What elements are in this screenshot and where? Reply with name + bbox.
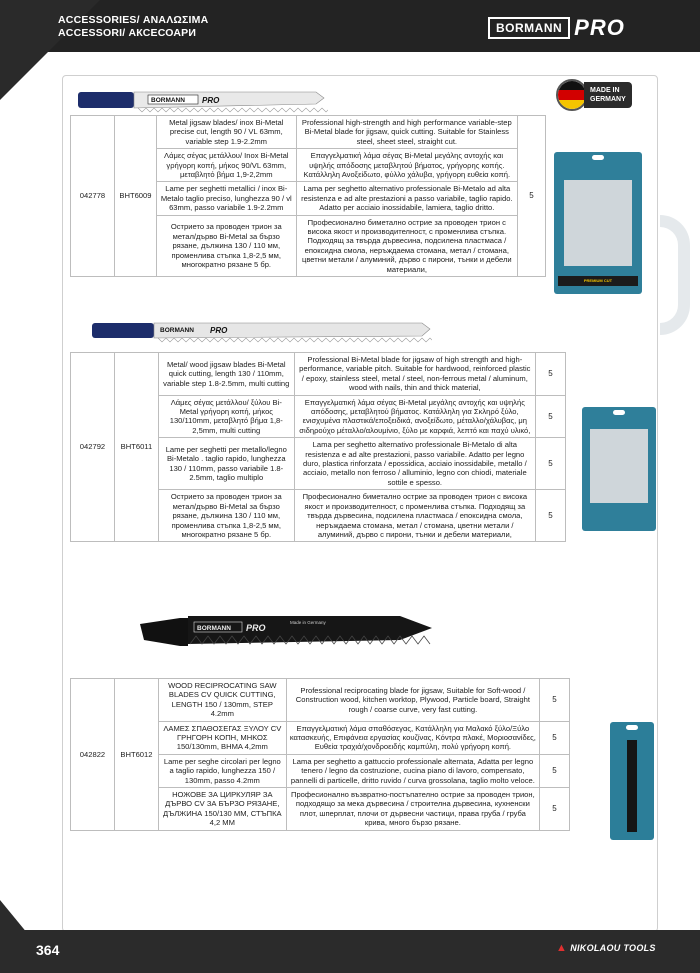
blade-print-brand: BORMANN: [151, 97, 185, 104]
brand-logo: [488, 15, 625, 41]
product-qty: 5: [540, 788, 570, 831]
jigsaw-blade-image-2: [92, 318, 432, 344]
product-desc: Професионално биметално острие за проводен трион с висока якост и производителност, с променлива стъпка. Подходящ за твърда дървесина, подсилена пластмаса / епоксидна смола, неръждаема стомана, метал / стомана, цветни метали / алуминий, дърво с пирони, тънки и дебели материали,: [294, 490, 535, 542]
product-name: Λάμες σέγας μετάλλου/ ξύλου Bi-Metal γρήγορη κοπή, μήκος 130/110mm, μεταβλητό βήμα 1,8-2,5mm, multi cutting: [158, 395, 294, 438]
product-ref: BHT6009: [114, 116, 156, 277]
product-ref: BHT6012: [114, 679, 158, 831]
product-name: НОЖОВЕ ЗА ЦИРКУЛЯР ЗА ДЪРВО CV ЗА БЪРЗО РЯЗАНЕ, ДЪЛЖИНА 150/130 ММ, СТЪПКА 4,2 ММ: [158, 788, 286, 831]
product-package-2: [582, 407, 656, 531]
table-row: [71, 116, 546, 149]
product-table-042822: [70, 678, 570, 831]
package-label: PREMIUM CUT: [558, 276, 638, 286]
brand-name: BORMANN: [488, 17, 570, 39]
made-in-label: MADE IN GERMANY: [584, 82, 632, 108]
product-desc: Επαγγελματική λάμα σέγας Bi-Metal μεγάλης αντοχής και υψηλής απόδοσης, μεταβλητού βήματος. Κατάλληλη για Σκληρό ξύλο, ενισχυμένα πλαστικά/εποξειδικά, ανοξείδωτο, μέταλλο/χάλυβας, μη σιδηρούχο μέταλλο/αλουμίνιο, ξύλο με καρφιά, λεπτό και παχύ υλικό,: [294, 395, 535, 438]
product-desc: Professional reciprocating blade for jigsaw, Suitable for Soft-wood / Construction wood, kitchen worktop, Plywood, Particle board, Straight rough / coarse curve, very fast cutting.: [286, 679, 539, 722]
category-line-1: ACCESSORIES/ ΑΝΑΛΩΣΙΜΑ: [58, 14, 209, 26]
product-desc: Επαγγελματική λάμα σπαθόσεγας, Κατάλληλη για Μαλακό ξύλο/Ξύλο κατασκευής, Επιφάνεια εργασίας κουζίνας, Κόντρα πλακέ, Μοριοσανίδες, Ευθεία τραχιά/χονδροειδής καμπύλη, πολύ γρήγορη κοπή.: [286, 721, 539, 754]
blade-print-pro: PRO: [246, 623, 266, 633]
product-desc: Lama per seghetto alternativo professionale Bi-Metalo di alta resistenza e ad alte prestazioni, passo variabile. Adatto per legno duro, plastica rinforzata / epossidica, acciaio inossidabile, metallo / acciaio, metallo non ferroso / alluminio, legno con chiodi, materiale sottile e spesso.: [294, 438, 535, 490]
product-qty: 5: [540, 679, 570, 722]
product-qty: 5: [540, 754, 570, 787]
page-number: 364: [36, 942, 60, 958]
footer-decoration: [0, 900, 60, 973]
product-qty: 5: [536, 438, 566, 490]
product-name: Lame per seghetti metallici / inox Bi-Metalo taglio preciso, lunghezza 90 / vl 63mm, passo variabile 1.9-2.2mm: [156, 182, 296, 215]
product-package-3: [610, 722, 654, 840]
product-name: ΛΑΜΕΣ ΣΠΑΘΟΣΕΓΑΣ ΞΥΛΟΥ CV ΓΡΗΓΟΡΗ ΚΟΠΗ, ΜΗΚΟΣ 150/130mm, ΒΗΜΑ 4,2mm: [158, 721, 286, 754]
decorative-arc: [660, 215, 690, 335]
product-desc: Lama per seghetto a gattuccio professionale alternata, Adatta per legno tenero / legno da costruzione, cucina piano di lavoro, compensato, pannelli di particelle, dritto ruvido / curva grossolana, taglio molto veloce.: [286, 754, 539, 787]
product-qty: 5: [540, 721, 570, 754]
footer-brand-name: NIKOLAOU TOOLS: [570, 943, 656, 953]
category-heading: [58, 14, 208, 40]
category-line-2: ACCESSORI/ АКСЕСОАРИ: [58, 27, 197, 39]
table-row: [71, 679, 570, 722]
product-code: 042822: [71, 679, 115, 831]
blade-print-pro: PRO: [210, 326, 228, 335]
product-name: Λάμες σέγας μετάλλου/ Inox Bi-Metal γρήγορη κοπή, μήκος 90/VL 63mm, μεταβλητό βήμα 1,9-2,2mm: [156, 149, 296, 182]
blade-print-made-in: Made in Germany: [290, 620, 326, 625]
product-name: Острието за проводен трион за метал/дърво Bi-Metal за бързо рязане, дължина 130 / 110 мм, променлива стъпка 1,8-2,5 мм, многократно рязане 5 бр.: [158, 490, 294, 542]
product-package-1: [554, 152, 642, 294]
nikolaou-logo-icon: ▲: [556, 942, 568, 954]
brand-suffix: PRO: [574, 15, 625, 40]
product-desc: Професионално биметално острие за проводен трион с висока якост и производителност, с променлива стъпка. Подходящ за твърда дървесина, подсилена пластмаса / епоксидна смола, неръждаема стомана, метал / стомана, цветни метали / алуминий, дърво с пирони, тънки и дебели материали,: [296, 215, 517, 276]
product-name: Острието за проводен трион за метал/дърво Bi-Metal за бързо рязане, дължина 130 / 110 мм, променлива стъпка 1,8-2,5 мм, многократно рязане 5 бр.: [156, 215, 296, 276]
product-code: 042778: [71, 116, 115, 277]
product-desc: Επαγγελματική λάμα σέγας Bi-Metal μεγάλης αντοχής και υψηλής απόδοσης μεταβλητού βήματος, γρήγορης κοπής. Κατάλληλη Ανοξείδωτο, φύλλο χάλυβα, γρήγορη ευθεία κοπή.: [296, 149, 517, 182]
jigsaw-blade-image-1: [78, 86, 328, 114]
product-name: Metal/ wood jigsaw blades Bi-Metal quick cutting, length 130 / 110mm, variable step 1.8-2.5mm, multi cutting: [158, 353, 294, 396]
product-name: Metal jigsaw blades/ inox Bi-Metal precise cut, length 90 / VL 63mm, variable step 1.9-2.2mm: [156, 116, 296, 149]
product-code: 042792: [71, 353, 115, 542]
product-qty: 5: [536, 395, 566, 438]
product-desc: Lama per seghetto alternativo professionale Bi-Metalo ad alta resistenza e ad alte prestazioni a passo variabile, taglio rapido. Adatto per acciaio inossidabile, lamiera, taglio dritto.: [296, 182, 517, 215]
blade-print-pro: PRO: [202, 96, 220, 105]
product-desc: Професионално възвратно-постъпателно острие за проводен трион, подходящо за мека дървесина / строителна дървесина, кухненски плот, шперплат, плочи от дървесни частици, права груба / груба крива, много бързо рязане.: [286, 788, 539, 831]
reciprocating-blade-image: [140, 610, 440, 654]
product-desc: Professional high-strength and high performance variable-step Bi-Metal blade for jigsaw, quick cutting. Suitable for Stainless steel, sheet steel, straight cut.: [296, 116, 517, 149]
blade-print-brand: BORMANN: [160, 327, 194, 334]
product-ref: BHT6011: [114, 353, 158, 542]
product-desc: Professional Bi-Metal blade for jigsaw of high strength and high-performance, variable pitch. Suitable for hardwood, reinforced plastic / epoxy, stainless steel, metal / steel, non-ferrous metal / aluminum, wood with nails, thin and thick material,: [294, 353, 535, 396]
made-in-germany-badge: [556, 78, 646, 112]
product-qty: 5: [536, 353, 566, 396]
table-row: [71, 353, 566, 396]
product-name: WOOD RECIPROCATING SAW BLADES CV QUICK CUTTING, LENGTH 150 / 130mm, STEP 4.2mm: [158, 679, 286, 722]
footer-brand: [556, 942, 656, 954]
product-qty: 5: [518, 116, 546, 277]
product-name: Lame per seghe circolari per legno a taglio rapido, lunghezza 150 / 130mm, passo 4.2mm: [158, 754, 286, 787]
product-name: Lame per seghetti per metallo/legno Bi-Metalo . taglio rapido, lunghezza 130 / 110mm, passo variabile 1.8-2.5mm, taglio multiplo: [158, 438, 294, 490]
blade-print-brand: BORMANN: [197, 625, 231, 632]
product-table-042792: [70, 352, 566, 542]
product-table-042778: [70, 115, 546, 277]
product-qty: 5: [536, 490, 566, 542]
